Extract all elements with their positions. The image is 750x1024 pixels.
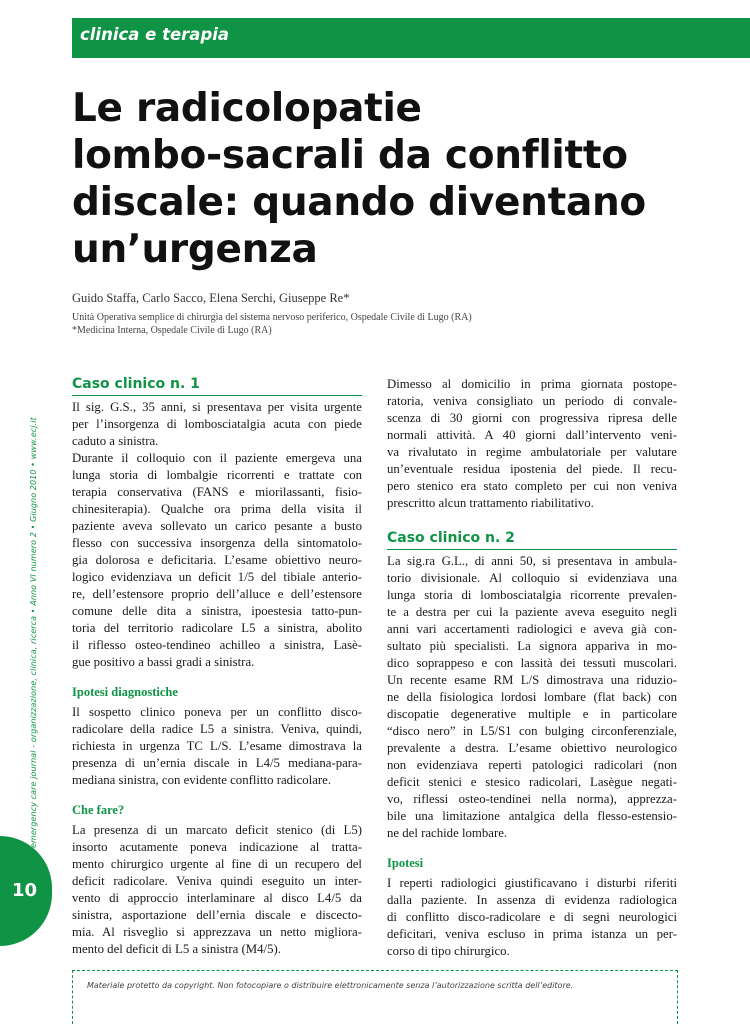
text-line: comune delle dita a sinistra, ipoestesia tatto-pun- [72,604,362,618]
text-line: dalla paziente. In assenza di evidenza radiologica [387,893,677,907]
title-line: Le radicolopatie [72,86,422,131]
text-line: deficitari, veniva escluso in prima istanza un per- [387,927,677,941]
text-line: richiesta in urgenza TC L/S. L’esame dimostrava la [72,739,362,753]
text-line: flesso con successiva insorgenza della sintomatolo- [72,536,362,550]
paragraph [387,553,677,842]
text-line: presenza di un’ernia discale in L4/5 mediana-para- [72,756,362,770]
subsection-heading: Che fare? [72,803,125,817]
text-line: deficit stenici e stesico radicolari, Lasègue negati- [387,775,677,789]
section-label: clinica e terapia [80,25,230,44]
text-line: toria del territorio radicolare L5 a sinistra, abolito [72,621,362,635]
text-line: prescritto alcun trattamento riabilitativo. [387,496,594,510]
text-line: il riflesso osteo-tendineo achilleo a sinistra, Lasè- [72,638,362,652]
text-line: vento di approccio interlaminare al disco L4/5 da [72,891,362,905]
text-line: bile una limitazione antalgica della flesso-estensio- [387,809,677,823]
text-line: I reperti radiologici giustificavano i disturbi riferiti [387,876,677,890]
text-line: non evidenziava reperti patologici radicolari (non [387,758,677,772]
text-line: prevalente a destra. L’esame obiettivo neurologico [387,741,677,755]
text-line: sinistra, asportazione dell’ernia discale e discecto- [72,908,362,922]
paragraph [72,822,362,958]
subsection-heading: Ipotesi diagnostiche [72,685,178,699]
text-line: ne della fisiologica lordosi lombare (flat back) con [387,690,677,704]
text-line: ratoria, veniva consigliato un periodo di convale- [387,394,677,408]
paragraph [387,875,677,960]
text-line: corso di tipo chirurgico. [387,944,510,958]
journal-sidebar-text: emergency care journal - organizzazione, clinica, ricerca • Anno VI numero 2 • Giugno 2010 • www.ecj.it [29,417,38,848]
text-line: Dimesso al domicilio in prima giornata postope- [387,377,677,391]
article-title [72,85,712,273]
text-line: anni vari accertamenti radiologici e aveva già con- [387,622,677,636]
subsection-heading: Ipotesi [387,856,424,870]
text-line: normali attività. A 40 giorni dall’intervento veni- [387,428,677,442]
text-line: logico evidenziava un deficit 1/5 del tibiale anterio- [72,570,362,584]
text-line: Il sospetto clinico poneva per un conflitto disco- [72,705,362,719]
text-line: mento del deficit di L5 a sinistra (M4/5). [72,942,281,956]
text-line: ne del rachide lombare. [387,826,508,840]
text-line: dico soprappeso e con lassità dei tessuti muscolari. [387,656,677,670]
text-line: va rivalutato in regime ambulatoriale per valutare [387,445,677,459]
text-line: lunga storia di lombalgie ricorrenti e trattate con [72,468,362,482]
copyright-footer-box [72,970,678,1024]
page-number: 10 [12,880,38,901]
affiliation: Unità Operativa semplice di chirurgia del sistema nervoso periferico, Ospedale Civile di Lugo (RA) [72,312,472,323]
text-line: caduto a sinistra. [72,434,159,448]
text-line: re, dell’estensore proprio dell’alluce e dell’estensore [72,587,362,601]
left-column [72,376,362,958]
section-heading: Caso clinico n. 1 [72,376,362,396]
text-line: sultato più specialisti. La signora appariva in mo- [387,639,677,653]
text-line: pero stenico era stato completo per cui non veniva [387,479,677,493]
text-line: La sig.ra G.L., di anni 50, si presentava in ambula- [387,554,677,568]
paragraph [72,704,362,789]
section-header-bar [72,18,750,58]
text-line: di conflitto disco-radicolare e di segni neurologici [387,910,677,924]
text-line: lunga storia di lombosciatalgia ricorrente prevalen- [387,588,677,602]
text-line: te a destra per cui la paziente aveva eseguito negli [387,605,677,619]
text-line: discopatie degenerative multiple e in particolare [387,707,677,721]
text-line: deficit radicolare. Veniva quindi eseguito un inter- [72,874,362,888]
text-line: mediana sinistra, con evidente conflitto radicolare. [72,773,332,787]
text-line: Il sig. G.S., 35 anni, si presentava per visita urgente [72,400,362,414]
copyright-notice: Materiale protetto da copyright. Non fotocopiare o distribuire elettronicamente senza l’autorizzazione scritta dell’editore. [87,981,574,990]
text-line: per l’insorgenza di lombosciatalgia acuta con piede [72,417,362,431]
text-line: gue positivo a bassi gradi a sinistra. [72,655,255,669]
title-line: un’urgenza [72,227,318,272]
paragraph [387,376,677,512]
paragraph [72,399,362,671]
text-line: un’eventuale residua ipostenia del piede. Il recu- [387,462,677,476]
text-line: La presenza di un marcato deficit stenico (di L5) [72,823,362,837]
text-line: radicolare della radice L5 a sinistra. Veniva, quindi, [72,722,362,736]
right-column [387,376,677,960]
text-line: vo, riflessi osteo-tendinei nella norma), apprezza- [387,792,677,806]
section-heading: Caso clinico n. 2 [387,530,677,550]
text-line: chinesiterapia). Qualche ora prima della visita il [72,502,362,516]
title-line: discale: quando diventano [72,180,646,225]
text-line: insorto acutamente poneva indicazione al tratta- [72,840,362,854]
title-line: lombo-sacrali da conflitto [72,133,628,178]
text-line: torio divisionale. Al colloquio si evidenziava una [387,571,677,585]
authors: Guido Staffa, Carlo Sacco, Elena Serchi, Giuseppe Re* [72,291,350,305]
text-line: paziente aveva sollevato un carico pesante a busto [72,519,362,533]
text-line: mia. Al risveglio si apprezzava un netto migliora- [72,925,362,939]
text-line: Un recente esame RM L/S dimostrava una riduzio- [387,673,677,687]
text-line: terapia conservativa (FANS e miorilassanti, fisio- [72,485,362,499]
text-line: scenza di 30 giorni con progressiva ripresa delle [387,411,677,425]
text-line: gia dolorosa e deficitaria. L’esame obiettivo neuro- [72,553,362,567]
text-line: “disco nero” in L5/S1 con bulging circonferenziale, [387,724,677,738]
affiliation: *Medicina Interna, Ospedale Civile di Lugo (RA) [72,325,272,336]
text-line: mento chirurgico urgente al fine di un recupero del [72,857,362,871]
text-line: Durante il colloquio con il paziente emergeva una [72,451,362,465]
